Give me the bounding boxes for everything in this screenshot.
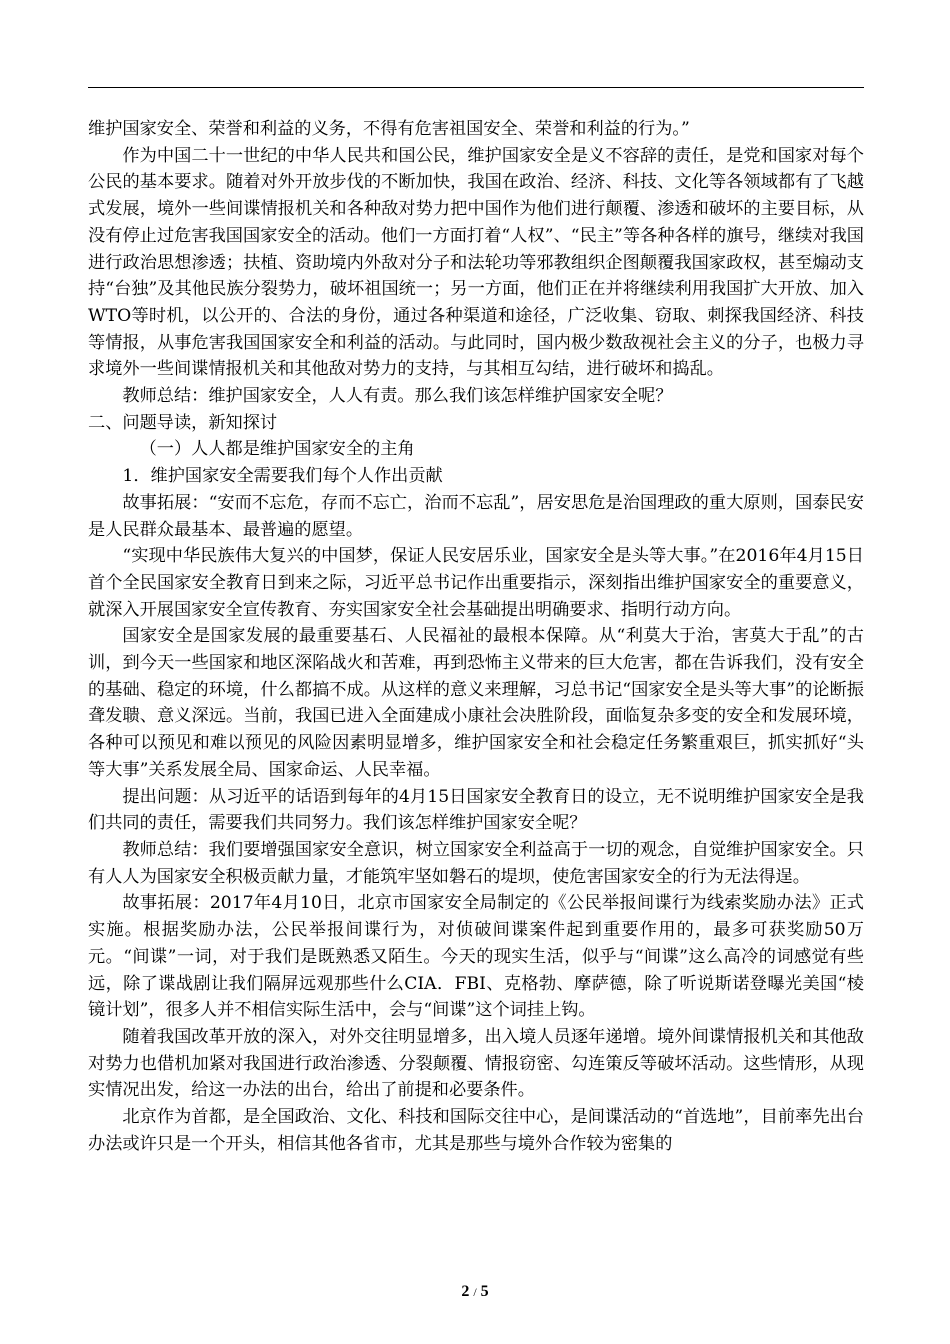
paragraph: 故事拓展：2017年4月10日，北京市国家安全局制定的《公民举报间谍行为线索奖励办法》正式实施。根据奖励办法，公民举报间谍行为，对侦破间谍案件起到重要作用的，最多可获奖励50万元。“间谍”一词，对于我们是既熟悉又陌生。今天的现实生活，似乎与“间谍”这么高冷的词感觉有些远，除了谍战剧让我们隔屏远观那些什么CIA．FBI、克格勃、摩萨德，除了听说斯诺登曝光美国“棱镜计划”，很多人并不相信实际生活中，会与“间谍”这个词挂上钩。 (88, 893, 864, 1021)
header-rule (88, 87, 864, 88)
document-body (88, 116, 864, 1157)
subsection-heading: （一）人人都是维护国家安全的主角 (139, 439, 415, 460)
paragraph: 北京作为首都，是全国政治、文化、科技和国际交往中心，是间谍活动的“首选地”，目前率先出台办法或许只是一个开头，相信其他各省市，尤其是那些与境外合作较为密集的 (88, 1107, 864, 1154)
paragraph: 教师总结：我们要增强国家安全意识，树立国家安全利益高于一切的观念，自觉维护国家安全。只有人人为国家安全积极贡献力量，才能筑牢坚如磐石的堤坝，使危害国家安全的行为无法得逞。 (88, 839, 864, 887)
numbered-heading: 1．维护国家安全需要我们每个人作出贡献 (122, 466, 443, 487)
paragraph: 提出问题：从习近平的话语到每年的4月15日国家安全教育日的设立，无不说明维护国家安全是我们共同的责任，需要我们共同努力。我们该怎样维护国家安全呢？ (88, 786, 864, 834)
page-separator: / (473, 1285, 477, 1299)
paragraph: 故事拓展：“安而不忘危，存而不忘亡，治而不忘乱”，居安思危是治国理政的重大原则，国泰民安是人民群众最基本、最普遍的愿望。 (88, 492, 864, 540)
paragraph: “实现中华民族伟大复兴的中国梦，保证人民安居乐业，国家安全是头等大事。”在2016年4月15日首个全民国家安全教育日到来之际，习近平总书记作出重要指示，深刻指出维护国家安全的重要意义，就深入开展国家安全宣传教育、夯实国家安全社会基础提出明确要求、指明行动方向。 (88, 546, 864, 620)
section-heading: 二、问题导读，新知探讨 (88, 412, 278, 433)
paragraph-continuation: 维护国家安全、荣誉和利益的义务，不得有危害祖国安全、荣誉和利益的行为。” (88, 119, 690, 139)
current-page: 2 (461, 1283, 470, 1300)
page-number (0, 1283, 950, 1301)
total-pages: 5 (480, 1283, 489, 1300)
paragraph: 国家安全是国家发展的最重要基石、人民福祉的最根本保障。从“利莫大于治，害莫大于乱”的古训，到今天一些国家和地区深陷战火和苦难，再到恐怖主义带来的巨大危害，都在告诉我们，没有安全的基础、稳定的环境，什么都搞不成。从这样的意义来理解，习总书记“国家安全是头等大事”的论断振聋发聩、意义深远。当前，我国已进入全面建成小康社会决胜阶段，面临复杂多变的安全和发展环境，各种可以预见和难以预见的风险因素明显增多，维护国家安全和社会稳定任务繁重艰巨，抓实抓好“头等大事”关系发展全局、国家命运、人民幸福。 (88, 626, 864, 780)
paragraph: 作为中国二十一世纪的中华人民共和国公民，维护国家安全是义不容辞的责任，是党和国家对每个公民的基本要求。随着对外开放步伐的不断加快，我国在政治、经济、科技、文化等各领域都有了飞越式发展，境外一些间谍情报机关和各种敌对势力把中国作为他们进行颠覆、渗透和破坏的主要目标，从没有停止过危害我国国家安全的活动。他们一方面打着“人权”、“民主”等各种各样的旗号，继续对我国进行政治思想渗透；扶植、资助境内外敌对分子和法轮功等邪教组织企图颠覆我国家政权，甚至煽动支持“台独”及其他民族分裂势力，破坏祖国统一；另一方面，他们正在并将继续利用我国扩大开放、加入WTO等时机，以公开的、合法的身份，通过各种渠道和途径，广泛收集、窃取、刺探我国经济、科技等情报，从事危害我国国家安全和利益的活动。与此同时，国内极少数敌视社会主义的分子，也极力寻求境外一些间谍情报机关和其他敌对势力的支持，与其相互勾结，进行破坏和捣乱。 (88, 145, 864, 380)
paragraph: 随着我国改革开放的深入，对外交往明显增多，出入境人员逐年递增。境外间谍情报机关和其他敌对势力也借机加紧对我国进行政治渗透、分裂颠覆、情报窃密、勾连策反等破坏活动。这些情形，从现实情况出发，给这一办法的出台，给出了前提和必要条件。 (88, 1026, 864, 1101)
paragraph: 教师总结：维护国家安全，人人有责。那么我们该怎样维护国家安全呢？ (122, 386, 673, 407)
